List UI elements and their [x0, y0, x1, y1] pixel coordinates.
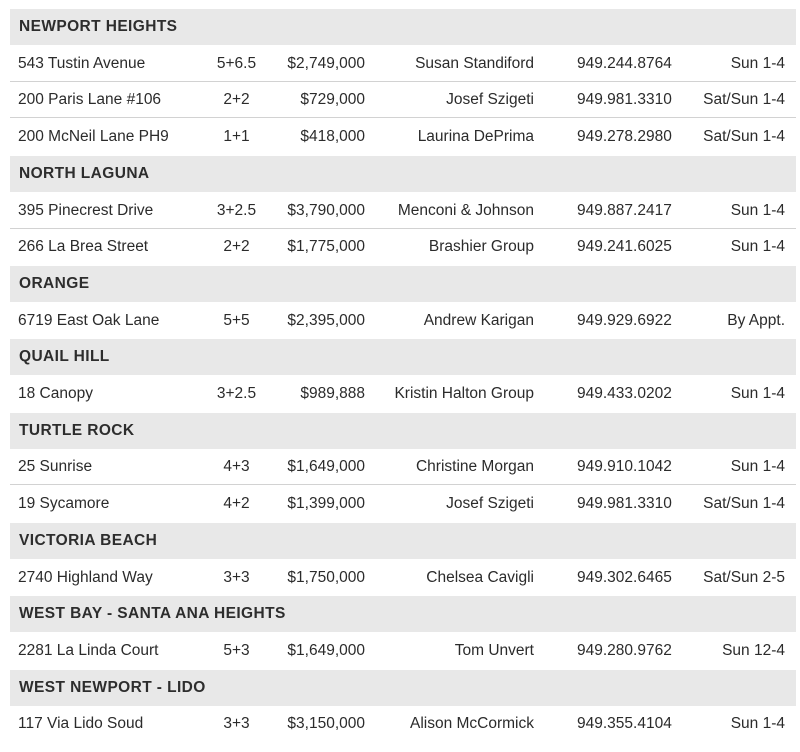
section-name: VICTORIA BEACH — [19, 531, 158, 549]
listing-agent: Josef Szigeti — [446, 495, 534, 513]
listing-address: 117 Via Lido Soud — [18, 715, 144, 733]
listing-rooms: 4+3 — [223, 458, 250, 476]
listing-row — [10, 706, 796, 742]
section-name: NORTH LAGUNA — [19, 164, 150, 182]
listing-phone: 949.302.6465 — [577, 568, 672, 586]
listing-row — [10, 449, 796, 485]
section-name: WEST BAY - SANTA ANA HEIGHTS — [19, 605, 286, 623]
listing-address: 18 Canopy — [18, 385, 93, 402]
listing-price: $3,150,000 — [287, 715, 365, 733]
listing-agent: Alison McCormick — [409, 715, 534, 733]
listing-phone: 949.981.3310 — [577, 495, 672, 513]
listing-phone: 949.433.0202 — [577, 385, 672, 402]
listing-row — [10, 560, 796, 596]
listing-phone: 949.241.6025 — [577, 238, 672, 256]
listing-price: $2,749,000 — [287, 54, 365, 72]
section-header — [10, 596, 796, 632]
section-header — [10, 9, 796, 45]
listing-hours: Sun 12-4 — [722, 641, 785, 659]
listing-phone: 949.929.6922 — [577, 311, 672, 329]
listing-phone: 949.355.4104 — [577, 715, 672, 733]
listing-address: 2281 La Linda Court — [18, 641, 159, 659]
listing-phone: 949.278.2980 — [577, 128, 672, 146]
section-header — [10, 156, 796, 192]
listing-rooms: 2+2 — [223, 91, 250, 109]
listing-address: 200 McNeil Lane PH9 — [18, 128, 169, 146]
listing-agent: Andrew Karigan — [423, 311, 534, 329]
listing-address: 395 Pinecrest Drive — [18, 201, 154, 219]
listing-price: $1,750,000 — [287, 568, 365, 586]
listing-agent: Josef Szigeti — [446, 91, 534, 109]
listing-rooms: 3+3 — [223, 715, 250, 733]
listing-address: 2740 Highland Way — [18, 568, 153, 586]
listing-address: 25 Sunrise — [18, 458, 93, 476]
listing-agent: Kristin Halton Group — [394, 385, 534, 402]
listing-row — [10, 193, 796, 229]
listing-hours: Sun 1-4 — [730, 238, 785, 256]
listing-phone: 949.280.9762 — [577, 641, 672, 659]
listing-hours: Sun 1-4 — [730, 458, 785, 476]
listing-address: 543 Tustin Avenue — [18, 54, 146, 72]
listing-row — [10, 46, 796, 82]
listing-row — [10, 229, 796, 265]
section-name: QUAIL HILL — [19, 348, 110, 366]
listing-hours: By Appt. — [727, 311, 785, 329]
section-name: WEST NEWPORT - LIDO — [19, 678, 206, 696]
listing-price: $1,775,000 — [287, 238, 365, 256]
listing-rooms: 5+3 — [223, 641, 250, 659]
listing-price: $1,649,000 — [287, 641, 365, 659]
listing-row — [10, 486, 796, 522]
listing-rooms: 5+5 — [223, 311, 250, 329]
listing-rooms: 1+1 — [223, 128, 250, 146]
listing-address: 19 Sycamore — [18, 495, 110, 513]
listing-address: 6719 East Oak Lane — [18, 311, 160, 329]
listing-hours: Sun 1-4 — [730, 201, 785, 219]
listing-row — [10, 82, 796, 118]
listing-hours: Sat/Sun 2-5 — [703, 568, 785, 586]
listing-agent: Menconi & Johnson — [397, 201, 534, 219]
listing-phone: 949.244.8764 — [577, 54, 672, 72]
listing-hours: Sun 1-4 — [730, 715, 785, 733]
listing-agent: Brashier Group — [428, 238, 534, 256]
listing-price: $989,888 — [300, 385, 365, 402]
listing-price: $2,395,000 — [287, 311, 365, 329]
listing-rooms: 5+6.5 — [216, 54, 257, 72]
listing-hours: Sun 1-4 — [730, 54, 785, 72]
listing-row — [10, 633, 796, 669]
section-header — [10, 670, 796, 706]
listing-hours: Sun 1-4 — [730, 385, 785, 402]
section-header — [10, 523, 796, 559]
listing-agent: Tom Unvert — [454, 641, 534, 659]
listing-price: $1,649,000 — [287, 458, 365, 476]
listing-rooms: 3+2.5 — [216, 385, 257, 402]
listing-rooms: 2+2 — [223, 238, 250, 256]
listing-row — [10, 376, 796, 412]
listing-price: $418,000 — [300, 128, 365, 146]
listing-agent: Laurina DePrima — [417, 128, 534, 146]
listing-address: 200 Paris Lane #106 — [18, 91, 162, 109]
listing-phone: 949.981.3310 — [577, 91, 672, 109]
listing-agent: Christine Morgan — [415, 458, 534, 476]
listing-hours: Sat/Sun 1-4 — [703, 495, 785, 513]
listing-rooms: 3+3 — [223, 568, 250, 586]
listing-agent: Susan Standiford — [415, 54, 534, 72]
section-name: TURTLE ROCK — [19, 421, 135, 439]
listing-address: 266 La Brea Street — [18, 238, 149, 256]
listing-phone: 949.910.1042 — [577, 458, 672, 476]
section-name: ORANGE — [19, 274, 90, 292]
section-header — [10, 266, 796, 302]
listing-row — [10, 119, 796, 155]
section-header — [10, 413, 796, 449]
listing-agent: Chelsea Cavigli — [426, 568, 534, 586]
listing-hours: Sat/Sun 1-4 — [703, 91, 785, 109]
listing-row — [10, 303, 796, 339]
section-name: NEWPORT HEIGHTS — [19, 18, 178, 35]
section-header — [10, 339, 796, 375]
listing-price: $1,399,000 — [287, 495, 365, 513]
listing-rooms: 4+2 — [223, 495, 250, 513]
listing-hours: Sat/Sun 1-4 — [703, 128, 785, 146]
listing-price: $729,000 — [300, 91, 365, 109]
listing-rooms: 3+2.5 — [216, 201, 257, 219]
listing-phone: 949.887.2417 — [577, 201, 672, 219]
listing-price: $3,790,000 — [287, 201, 365, 219]
